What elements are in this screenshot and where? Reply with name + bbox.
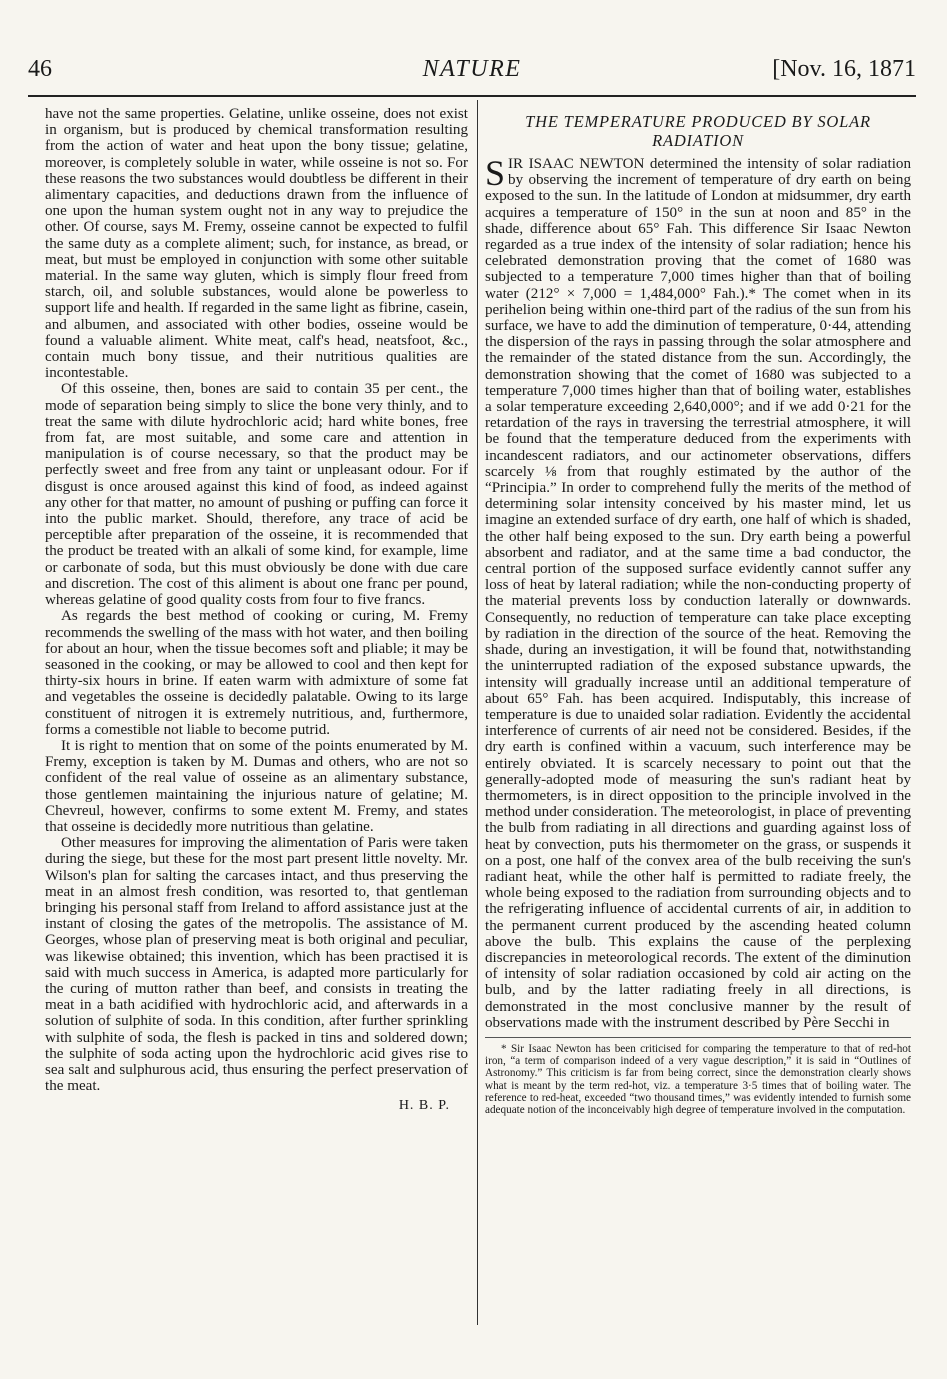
page-header <box>28 56 916 92</box>
article-title: THE TEMPERATURE PRODUCED BY SOLAR RADIATION <box>525 112 871 150</box>
paragraph: Other measures for improving the alimentation of Paris were taken during the siege, but these for the most part present little novelty. Mr. Wilson's plan for salting the carcases intact, and thus preserving the meat in an almost fresh condition, was resorted to, that gentleman bringing his personal staff from Ireland to afford assistance just at the instant of closing the gates of the metropolis. The assistance of M. Georges, whose plan of preserving meat is both original and peculiar, was likewise obtained; this invention, which has been practised it is said with much success in America, is adapted more particularly for the curing of mutton rather than beef, and consists in treating the meat in a bath acidified with hydrochloric acid, and afterwards in a solution of sulphite of soda. In this condition, after further sprinkling with sulphite of soda, the flesh is packed in tins and soldered down; the sulphite of soda acting upon the hydrochloric acid gives rise to sea salt and sulphurous acid, thus ensuring the perfect preservation of the meat. <box>45 835 468 1095</box>
paragraph: It is right to mention that on some of the points enumerated by M. Fremy, exception is taken by M. Dumas and others, who are not so confident of the real value of osseine as an alimentary substance, those gentlemen maintaining the injurious nature of gelatine; M. Chevreul, however, confirms to some extent M. Fremy, and states that osseine is decidedly more nutritious than gelatine. <box>45 737 468 835</box>
article-body <box>485 153 911 1031</box>
paragraph: As regards the best method of cooking or curing, M. Fremy recommends the swelling of the mass with hot water, and then boiling for about an hour, when the tissue becomes soft and pliable; it may be seasoned in the cooking, or may be allowed to cool and then kept for thirty-six hours in brine. If eaten warm with admixture of some fat and vegetables the osseine is decidedly palatable. Owing to its large constituent of nitrogen it is extremely nutritious, and, furthermore, forms a comestible not liable to become putrid. <box>45 608 468 738</box>
footnote: * Sir Isaac Newton has been criticised for comparing the temperature to that of red-hot iron, “a term of comparison indeed of a very vague description,” it is said in “Outlines of Astronomy.” This criticism is far from being correct, since the demonstration clearly shows what is meant by the term red-hot, viz. a temperature 3·5 times that of boiling water. The reference to red-heat, exceeded “two thousand times,” was evidently intended to furnish some adequate notion of the inconceivably high degree of temperature involved in the computation. <box>485 1042 911 1116</box>
column-divider <box>477 100 478 1325</box>
article-body-text: IR ISAAC NEWTON determined the intensity of solar radiation by observing the increment of temperature of dry earth on being exposed to the sun. In the latitude of London at midsummer, dry earth acquires a temperature of 150° in the sun at noon and 85° in the shade, difference about 65° Fah. This difference Sir Isaac Newton regarded as a true index of the intensity of solar radiation; hence his celebrated demonstration proving that the comet of 1680 was subjected to a temperature 7,000 times higher than that of boiling water (212° × 7,000 = 1,484,000° Fah.).* The comet when in its perihelion being within one-third part of the radius of the sun from his surface, we have to add the diminution of temperature, 0·44, attending the dispersion of the rays in passing through the solar atmosphere and the remainder of the stated distance from the sun. Accordingly, the demonstration showing that the comet of 1680 was subjected to a temperature 7,000 times higher than that of boiling water, establishes a solar temperature exceeding 2,640,000°; and if we add 0·21 for the retardation of the rays in traversing the terrestrial atmosphere, it will be found that the temperature deduced from the experiments with incandescent radiators, and our actinometer observations, differs scarcely ⅛ from that roughly estimated by the author of the “Principia.” In order to comprehend fully the merits of the method of determining solar intensity conceived by his master mind, let us imagine an extended surface of dry earth, one half of which is shaded, the other half being exposed to the sun. Dry earth being a powerful absorbent and radiator, and at the same time a bad conductor, the central portion of the supposed surface evidently cannot suffer any loss of heat by lateral radiation; while the non-conducting property of the material prevents loss by conduction laterally or downwards. Consequently, no reduction of temperature can take place excepting by radiation in the direction of the source of the heat. Removing the shade, during an investigation, it will be found that, notwithstanding the uninterrupted radiation of the exposed substance upwards, the intensity will gradually increase until an additional temperature of about 65° Fah. has been acquired. Indisputably, this increase of temperature is due to unaided solar radiation. Evidently the accidental interference of currents of air need not be considered. Besides, if the dry earth is confined within a vacuum, such interference may be entirely obviated. It is scarcely necessary to point out that the generally-adopted mode of measuring the sun's radiant heat by thermometers, is in direct opposition to the principle involved in the method under consideration. The meteorologist, in place of preventing the bulb from radiating in all directions and guarding against loss of heat by convection, puts his thermometer on the grass, or suspends it on a post, one half of the convex area of the bulb receiving the sun's radiant heat, while the other half is permitted to radiate freely, the whole being exposed to the radiation from surrounding objects and to the refrigerating influence of accidental currents of air, in addition to the permanent current produced by the ascending heated column above the bulb. This explains the cause of the perplexing discrepancies in meteorological records. The extent of the diminution of intensity of solar radiation occasioned by cold air acting on the bulb, and by the latter radiating freely in all directions, is demonstrated in the most conclusive manner by the result of observations made with the instrument described by Père Secchi in <box>485 156 911 1031</box>
right-column <box>485 112 911 1116</box>
left-column <box>45 106 468 1115</box>
page-number: 46 <box>28 56 52 82</box>
author-signature: H. B. P. <box>398 1098 450 1114</box>
issue-date: [Nov. 16, 1871 <box>772 56 916 82</box>
paragraph: Of this osseine, then, bones are said to contain 35 per cent., the mode of separation being simply to slice the bone very thinly, and to treat the same with dilute hydrochloric acid; hard white bones, free from fat, are most suitable, and some care and attention in manipulation is of course necessary, so that the product may be perfectly sweet and free from any taint or unpleasant odour. For if disgust is once aroused against this kind of food, as indeed against any other for that matter, no amount of pushing or puffing can force it into the public market. Should, therefore, any trace of acid be perceptible after preparation of the osseine, it is recommended that the product be treated with an alkali of some kind, for example, lime or carbonate of soda, but this must obviously be done with due care and discretion. The cost of this aliment is about one franc per pound, whereas gelatine of good quality costs from four to five francs. <box>45 381 468 609</box>
paragraph: have not the same properties. Gelatine, unlike osseine, does not exist in organism, but is produced by chemical transformation resulting from the action of water and heat upon the bony tissue; gelatine, moreover, is completely soluble in water, while osseine is not so. For these reasons the two substances would doubtless be different in their alimentary capacities, and deductions drawn from the influence of one upon the human system ought not in any way to prejudice the other. Of course, says M. Fremy, osseine cannot be expected to fulfil the same duty as a complete aliment; such, for instance, as bread, or meat, but must be employed in conjunction with some other suitable material. In the same way gluten, which is simply flour freed from starch, oil, and soluble substances, would alone be powerless to support life and health. If regarded in the same light as fibrine, casein, and albumen, and associated with other bodies, osseine would be found a valuable aliment. White meat, calf's head, neatsfoot, &c., contain much bony tissue, and their nutritious qualities are incontestable. <box>45 106 468 382</box>
header-rule <box>28 95 916 97</box>
drop-cap: S <box>485 153 506 193</box>
footnote-separator <box>485 1037 911 1038</box>
journal-title: NATURE <box>422 56 522 82</box>
